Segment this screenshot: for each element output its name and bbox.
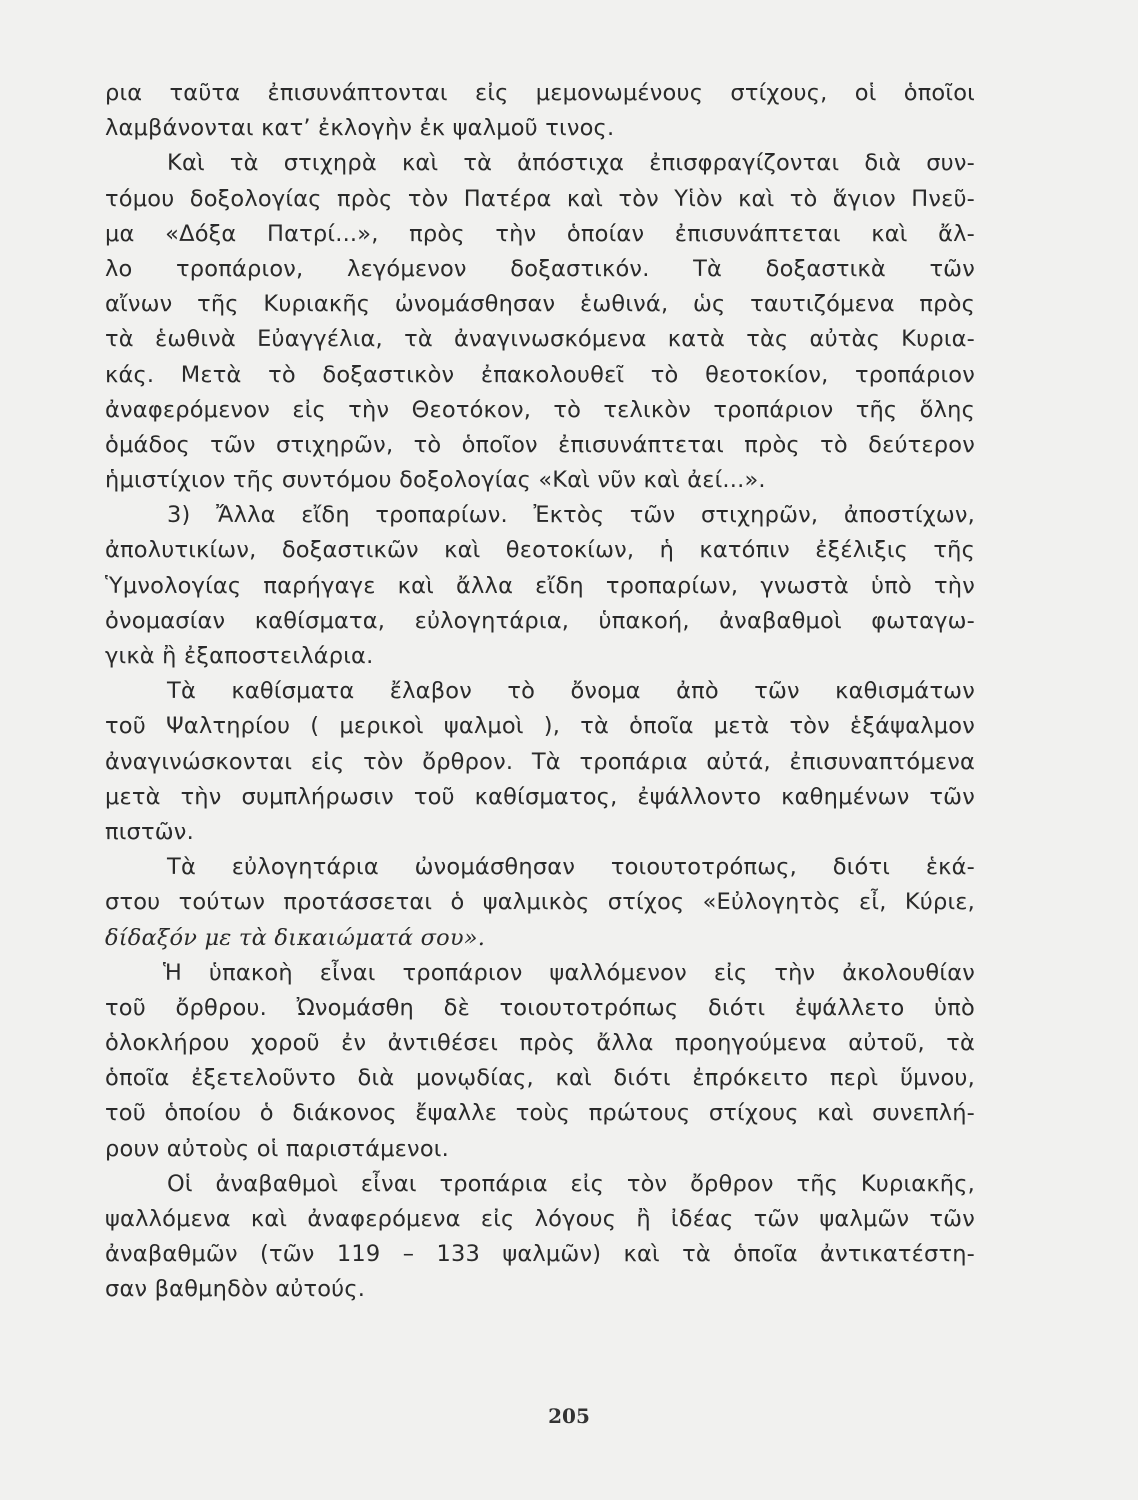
paragraph	[105, 76, 975, 146]
paragraph	[105, 850, 975, 956]
text-line: λο τροπάριον, λεγόμενον δοξαστικόν. Τὰ δοξαστικὰ τῶν	[105, 255, 975, 282]
text-line: τοῦ ὁποίου ὁ διάκονος ἔψαλλε τοὺς πρώτους στίχους καὶ συνεπλή-	[105, 1100, 975, 1127]
page-number: 205	[548, 1404, 590, 1428]
text-line: ἡμιστίχιον τῆς συντόμου δοξολογίας «Καὶ νῦν καὶ ἀεί...».	[105, 467, 766, 494]
text-line: κάς. Μετὰ τὸ δοξαστικὸν ἐπακολουθεῖ τὸ θεοτοκίον, τροπάριον	[105, 361, 975, 388]
text-line: ἀπολυτικίων, δοξαστικῶν καὶ θεοτοκίων, ἡ κατόπιν ἐξέλιξις τῆς	[105, 537, 975, 564]
paragraph	[105, 498, 975, 674]
text-line: ἀναφερόμενον εἰς τὴν Θεοτόκον, τὸ τελικὸν τροπάριον τῆς ὅλης	[105, 396, 975, 423]
page-body	[105, 76, 975, 1308]
text-line: ψαλλόμενα καὶ ἀναφερόμενα εἰς λόγους ἢ ἰδέας τῶν ψαλμῶν τῶν	[105, 1206, 975, 1232]
text-line: μετὰ τὴν συμπλήρωσιν τοῦ καθίσματος, ἐψάλλοντο καθημένων τῶν	[105, 783, 975, 810]
text-line: τὰ ἑωθινὰ Εὐαγγέλια, τὰ ἀναγινωσκόμενα κατὰ τὰς αὐτὰς Κυρια-	[105, 326, 975, 353]
text-line: πιστῶν.	[105, 818, 194, 845]
text-line: Τὰ καθίσματα ἔλαβον τὸ ὄνομα ἀπὸ τῶν καθισμάτων	[167, 678, 975, 705]
text-line: ἀναβαθμῶν (τῶν 119 – 133 ψαλμῶν) καὶ τὰ ὁποῖα ἀντικατέστη-	[105, 1241, 975, 1268]
text-line: Τὰ εὐλογητάρια ὠνομάσθησαν τοιουτοτρόπως, διότι ἑκά-	[167, 854, 975, 881]
text-line: τόμου δοξολογίας πρὸς τὸν Πατέρα καὶ τὸν Υἱὸν καὶ τὸ ἅγιον Πνεῦ-	[105, 185, 975, 212]
text-line: στου τούτων προτάσσεται ὁ ψαλμικὸς στίχος «Εὐλογητὸς εἶ, Κύριε,	[105, 889, 975, 916]
text-line: δίδαξόν με τὰ δικαιώματά σου».	[105, 924, 486, 951]
text-line: ρια ταῦτα ἐπισυνάπτονται εἰς μεμονωμένους στίχους, οἱ ὁποῖοι	[105, 80, 975, 106]
text-line: ὀνομασίαν καθίσματα, εὐλογητάρια, ὑπακοή, ἀναβαθμοὶ φωταγω-	[105, 607, 975, 634]
text-line: τοῦ ὄρθρου. Ὠνομάσθη δὲ τοιουτοτρόπως διότι ἐψάλλετο ὑπὸ	[105, 994, 975, 1021]
text-line: ἀναγινώσκονται εἰς τὸν ὄρθρον. Τὰ τροπάρια αὐτά, ἐπισυναπτόμενα	[105, 748, 975, 775]
text-line: Ἡ ὑπακοὴ εἶναι τροπάριον ψαλλόμενον εἰς τὴν ἀκολουθίαν	[163, 959, 975, 986]
text-line: Καὶ τὰ στιχηρὰ καὶ τὰ ἀπόστιχα ἐπισφραγίζονται διὰ συν-	[167, 150, 975, 177]
text-line: τοῦ Ψαλτηρίου ( μερικοὶ ψαλμοὶ ), τὰ ὁποῖα μετὰ τὸν ἑξάψαλμον	[105, 713, 975, 740]
paragraph	[105, 674, 975, 850]
paragraph	[105, 146, 975, 498]
text-line: ὁμάδος τῶν στιχηρῶν, τὸ ὁποῖον ἐπισυνάπτεται πρὸς τὸ δεύτερον	[105, 431, 975, 458]
text-line: λαμβάνονται κατ’ ἐκλογὴν ἐκ ψαλμοῦ τινος.	[105, 115, 615, 142]
paragraph	[105, 956, 975, 1167]
text-line: μα «Δόξα Πατρί...», πρὸς τὴν ὁποίαν ἐπισυνάπτεται καὶ ἄλ-	[105, 220, 975, 247]
paragraph	[105, 1167, 975, 1308]
text-line: Οἱ ἀναβαθμοὶ εἶναι τροπάρια εἰς τὸν ὄρθρον τῆς Κυριακῆς,	[167, 1170, 975, 1197]
text-line: σαν βαθμηδὸν αὐτούς.	[105, 1276, 366, 1303]
text-line: ὁλοκλήρου χοροῦ ἐν ἀντιθέσει πρὸς ἄλλα προηγούμενα αὐτοῦ, τὰ	[105, 1030, 975, 1057]
section-heading-line: 3) Ἄλλα εἴδη τροπαρίων. Ἐκτὸς τῶν στιχηρῶν, ἀποστίχων,	[167, 502, 975, 529]
text-line: ὁποῖα ἐξετελοῦντο διὰ μονῳδίας, καὶ διότι ἐπρόκειτο περὶ ὕμνου,	[105, 1065, 975, 1092]
text-line: αἴνων τῆς Κυριακῆς ὠνομάσθησαν ἑωθινά, ὡς ταυτιζόμενα πρὸς	[105, 291, 975, 318]
text-line: ρουν αὐτοὺς οἱ παριστάμενοι.	[105, 1135, 449, 1162]
text-line: γικὰ ἢ ἐξαποστειλάρια.	[105, 643, 374, 669]
text-line: Ὑμνολογίας παρήγαγε καὶ ἄλλα εἴδη τροπαρίων, γνωστὰ ὑπὸ τὴν	[105, 572, 975, 599]
